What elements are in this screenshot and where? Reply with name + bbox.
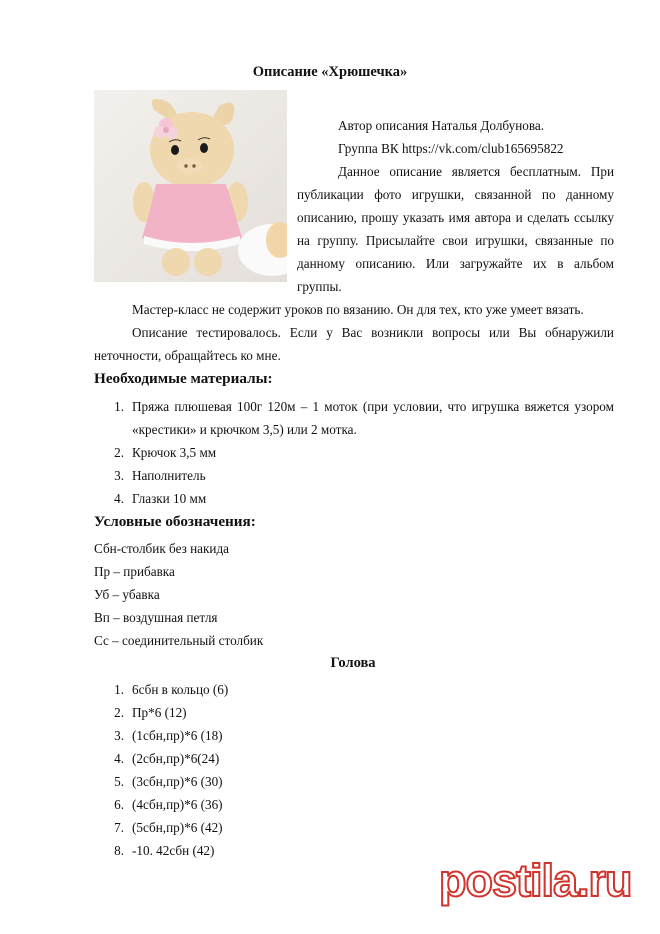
pattern-row: 6сбн в кольцо (6) (132, 682, 229, 697)
pattern-row: (2сбн,пр)*6(24) (132, 751, 220, 766)
intro-paragraph-line: на группу. Присылайте свои игрушки, связанные по (297, 233, 614, 248)
postila-logo (438, 852, 638, 914)
pattern-row: -10. 42сбн (42) (132, 843, 215, 858)
head-heading: Голова (330, 655, 376, 671)
author-line: Автор описания Наталья Долбунова. (338, 118, 545, 133)
document-title: Описание «Хрюшечка» (252, 64, 408, 80)
intro-paragraph-line: описанию, прошу указать имя автора и сделать ссылку (297, 210, 614, 225)
material-item: Пряжа плюшевая 100г 120м – 1 моток (при условии, что игрушка вяжется узором (132, 399, 614, 414)
list-number: 4. (114, 491, 124, 506)
list-number: 6. (114, 797, 124, 812)
list-number: 3. (114, 728, 124, 743)
material-item-cont: «крестики» и крючком 3,5) или 2 мотка. (132, 422, 357, 437)
intro-paragraph-line: Данное описание является бесплатным. При (338, 164, 614, 179)
legend-item: Уб – убавка (94, 587, 160, 602)
intro-paragraph-line: данному описанию. Или загружайте их в альбом (297, 256, 614, 271)
list-number: 5. (114, 774, 124, 789)
list-number: 3. (114, 468, 124, 483)
pattern-row: Пр*6 (12) (132, 705, 187, 720)
pattern-row: (1сбн,пр)*6 (18) (132, 728, 223, 743)
material-item: Крючок 3,5 мм (132, 445, 217, 460)
pattern-row: (3сбн,пр)*6 (30) (132, 774, 223, 789)
material-item: Глазки 10 мм (132, 491, 207, 506)
tested-line: неточности, обращайтесь ко мне. (94, 348, 281, 363)
intro-paragraph-line: публикации фото игрушки, связанной по данному (297, 187, 614, 202)
legend-item: Пр – прибавка (94, 564, 175, 579)
knitted-pig-photo (94, 90, 287, 282)
legend-heading: Условные обозначения: (94, 513, 256, 530)
list-number: 4. (114, 751, 124, 766)
materials-heading: Необходимые материалы: (94, 370, 273, 387)
pattern-row: (5сбн,пр)*6 (42) (132, 820, 223, 835)
vk-group-line: Группа ВК https://vk.com/club165695822 (338, 141, 564, 156)
legend-item: Сс – соединительный столбик (94, 633, 264, 648)
list-number: 7. (114, 820, 124, 835)
legend-item: Сбн-столбик без накида (94, 541, 230, 556)
list-number: 2. (114, 445, 124, 460)
intro-paragraph-line: группы. (297, 279, 342, 294)
list-number: 2. (114, 705, 124, 720)
pattern-row: (4сбн,пр)*6 (36) (132, 797, 223, 812)
notice-line: Мастер-класс не содержит уроков по вязанию. Он для тех, кто уже умеет вязать. (132, 302, 584, 317)
list-number: 1. (114, 399, 124, 414)
svg-text:postila.ru: postila.ru (439, 855, 632, 906)
legend-item: Вп – воздушная петля (94, 610, 218, 625)
tested-line: Описание тестировалось. Если у Вас возникли вопросы или Вы обнаружили (132, 325, 614, 340)
material-item: Наполнитель (132, 468, 206, 483)
list-number: 1. (114, 682, 124, 697)
list-number: 8. (114, 843, 124, 858)
